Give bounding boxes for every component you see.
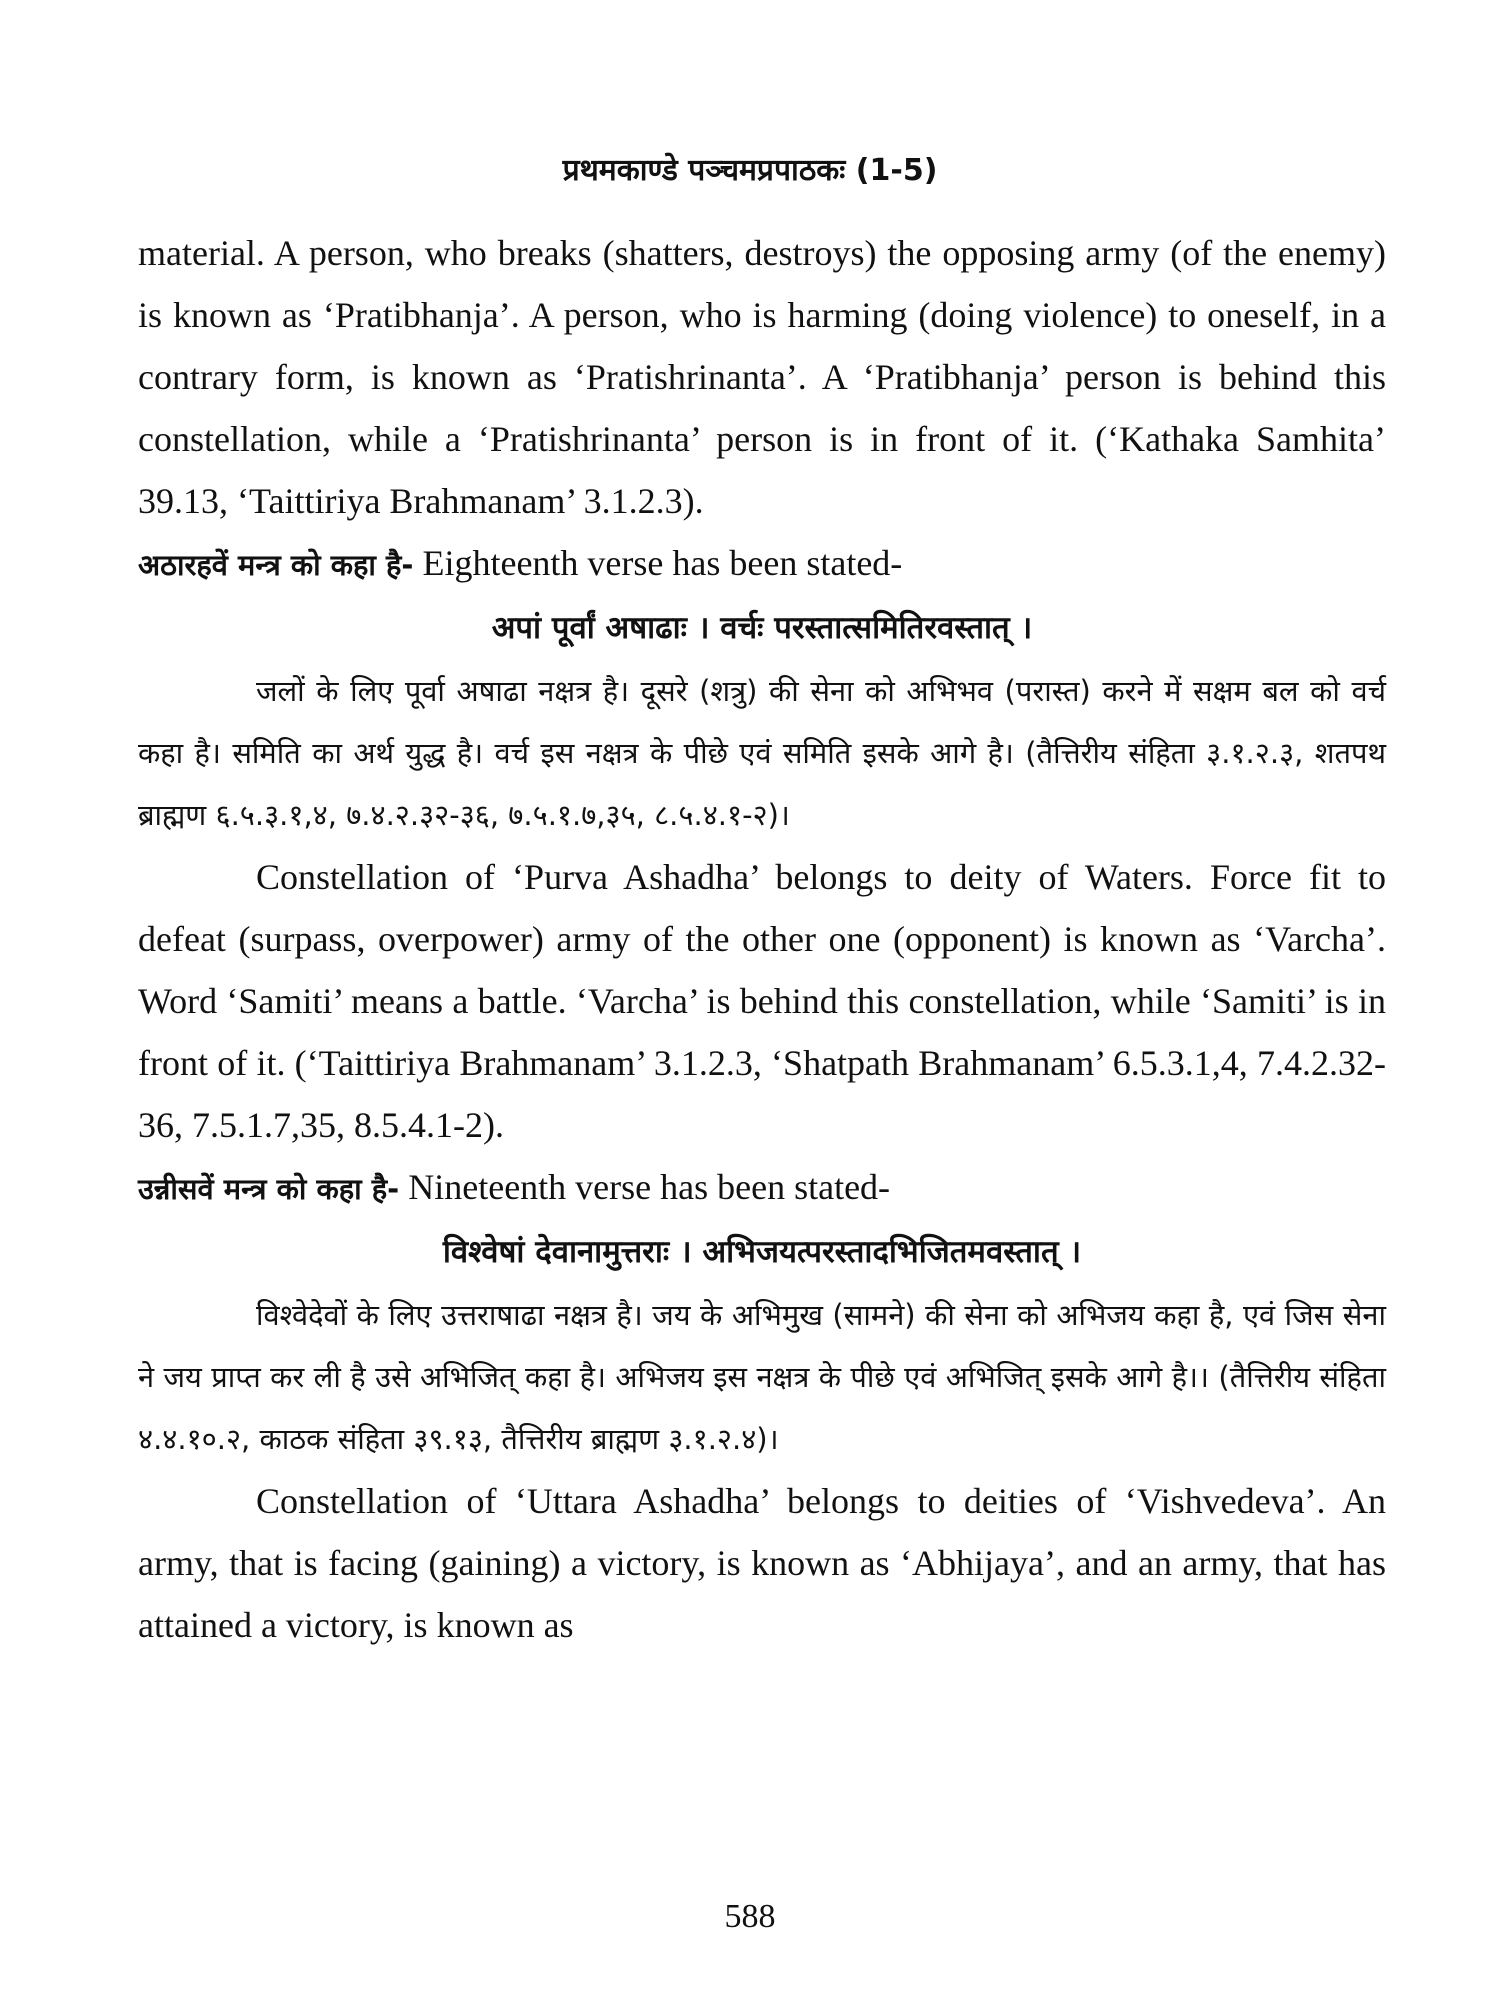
paragraph-1: material. A person, who breaks (shatters, destroys) the opposing army (of the enemy) is known as ‘Pratibhanja’. A person, who is harming (doing violence) to oneself, in a contrary form, is known as ‘Pratishrinanta’. A ‘Pratibhanja’ person is behind this constellation, while a ‘Pratishrinanta’ person is in front of it. (‘Kathaka Samhita’ 39.13, ‘Taittiriya Brahmanam’ 3.1.2.3). xyxy=(138,233,1386,521)
page-content xyxy=(138,222,1386,1656)
running-header: प्रथमकाण्डे पञ्चमप्रपाठकः (1-5) xyxy=(562,153,938,188)
verse-18-hindi-commentary: जलों के लिए पूर्वा अषाढा नक्षत्र है। दूसरे (शत्रु) की सेना को अभिभव (परास्त) करने में सक्षम बल को वर्च कहा है। समिति का अर्थ युद्ध है। वर्च इस नक्षत्र के पीछे एवं समिति इसके आगे है। (तैत्तिरीय संहिता ३.१.२.३, शतपथ ब्राह्मण ६.५.३.१,४, ७.४.२.३२-३६, ७.५.१.७,३५, ८.५.४.१-२)। xyxy=(138,674,1386,832)
verse-18-label xyxy=(138,532,1386,596)
verse-19-label xyxy=(138,1156,1386,1220)
verse-18-label-english: Eighteenth verse has been stated- xyxy=(413,543,903,583)
paragraph-2: Constellation of ‘Purva Ashadha’ belongs to deity of Waters. Force fit to defeat (surpass, overpower) army of the other one (opponent) is known as ‘Varcha’. Word ‘Samiti’ means a battle. ‘Varcha’ is behind this constellation, while ‘Samiti’ is in front of it. (‘Taittiriya Brahmanam’ 3.1.2.3, ‘Shatpath Brahmanam’ 6.5.3.1,4, 7.4.2.32-36, 7.5.1.7,35, 8.5.4.1-2). xyxy=(138,857,1386,1145)
verse-19-label-hindi: उन्नीसवें मन्त्र को कहा है- xyxy=(138,1172,400,1206)
verse-18-label-hindi: अठारहवें मन्त्र को कहा है- xyxy=(138,548,414,582)
verse-19-label-english: Nineteenth verse has been stated- xyxy=(399,1167,891,1207)
verse-19-sanskrit: विश्वेषां देवानामुत्तराः । अभिजयत्परस्तादभिजितमवस्तात् । xyxy=(442,1234,1082,1270)
page-number: 588 xyxy=(724,1898,776,1935)
verse-18-sanskrit: अपां पूर्वां अषाढाः । वर्चः परस्तात्समितिरवस्तात् । xyxy=(491,610,1033,646)
paragraph-3: Constellation of ‘Uttara Ashadha’ belongs to deities of ‘Vishvedeva’. An army, that is facing (gaining) a victory, is known as ‘Abhijaya’, and an army, that has attained a victory, is known as xyxy=(138,1481,1386,1645)
verse-19-hindi-commentary: विश्वेदेवों के लिए उत्तराषाढा नक्षत्र है। जय के अभिमुख (सामने) की सेना को अभिजय कहा है, एवं जिस सेना ने जय प्राप्त कर ली है उसे अभिजित् कहा है। अभिजय इस नक्षत्र के पीछे एवं अभिजित् इसके आगे है।। (तैत्तिरीय संहिता ४.४.१०.२, काठक संहिता ३९.१३, तैत्तिरीय ब्राह्मण ३.१.२.४)। xyxy=(138,1298,1386,1456)
